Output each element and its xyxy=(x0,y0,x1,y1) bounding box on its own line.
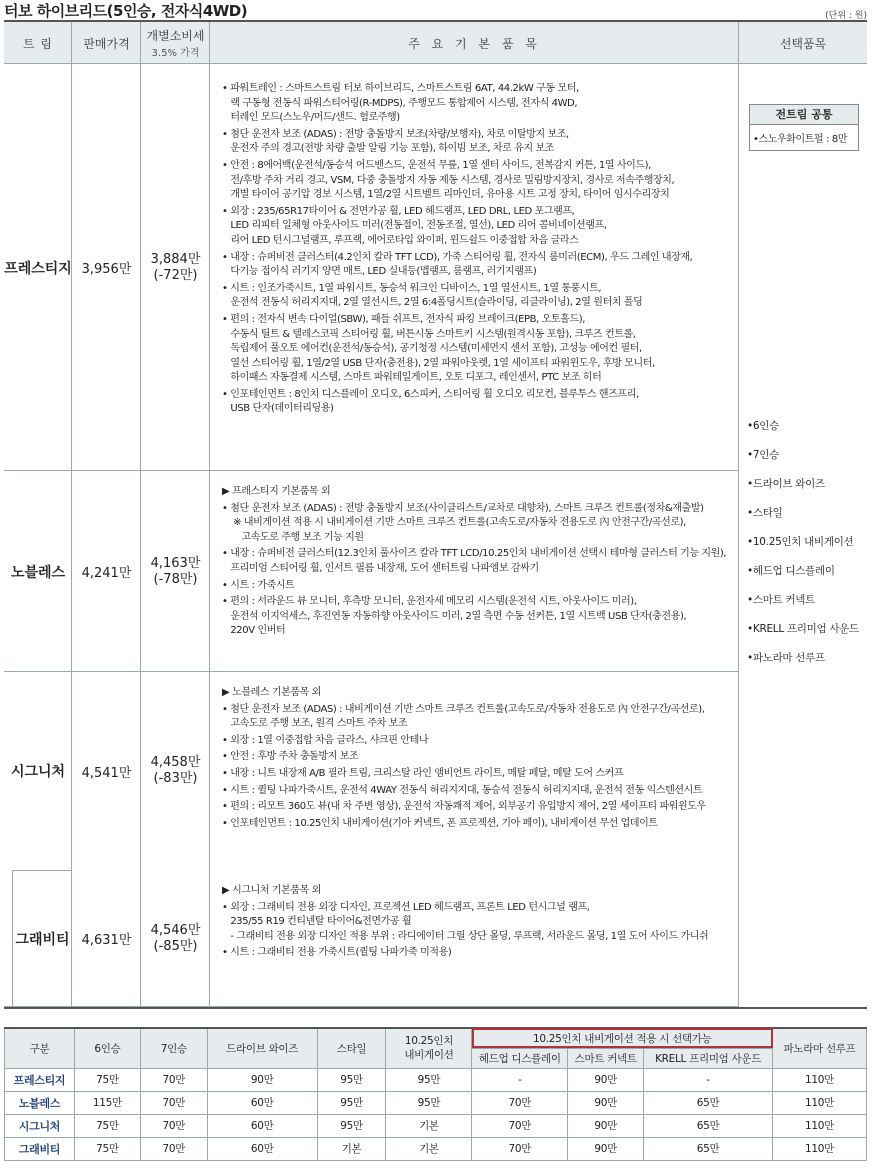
common-option-title: 전트림 공통 xyxy=(750,105,858,125)
feature-line: • 내장 : 슈퍼비전 클러스터(12.3인치 풀사이즈 칼라 TFT LCD/10.25인치 내비게이션 선택시 테마형 클러스터 기능 지원), xyxy=(222,548,727,560)
feature-line: ※ 내비게이션 적용 시 내비게이션 기반 스마트 크루즈 컨트롤(고속도로/자동차 전용도로 內 안전구간/곡선로), xyxy=(222,517,686,529)
tax-price-value: 4,163만 xyxy=(150,555,201,571)
feature-line: • 첨단 운전자 보조 (ADAS) : 전방 충돌방지 보조(차량/보행자), 차로 이탈방지 보조, xyxy=(222,128,569,140)
tax-price-value: 3,884만 xyxy=(150,251,201,267)
feature-line: 프리미엄 스티어링 휠, 인서트 필름 내장재, 도어 센터트림 나파엠보 감싸기 xyxy=(222,562,539,574)
option-price-cell: 90만 xyxy=(568,1137,644,1160)
feature-line: • 내장 : 슈퍼비전 클러스터(4.2인치 칼라 TFT LCD), 가죽 스티어링 휠, 전자식 룸미러(ECM), 우드 그레인 내장재, xyxy=(222,251,693,263)
option-price-cell: 110만 xyxy=(773,1137,867,1160)
trim-name: 노블레스 xyxy=(10,564,66,581)
option-price-cell: 기본 xyxy=(317,1137,386,1160)
option-price-cell: 75만 xyxy=(74,1137,140,1160)
option-price-cell: 70만 xyxy=(140,1114,207,1137)
feature-line: • 내장 : 니트 내장재 A/B 필라 트림, 크리스탈 라인 앰비언트 라이트, 메탈 페달, 메탈 도어 스커프 xyxy=(222,767,624,779)
option-price-cell: 90만 xyxy=(568,1114,644,1137)
header-tax-line1: 개별소비세 xyxy=(146,29,205,43)
feature-line: 개별 타이어 공기압 경보 시스템, 1열/2열 시트벨트 리마인더, 유아용 시트 고정 장치, 타이어 임시수리장치 xyxy=(222,189,670,201)
unit-label: (단위 : 원) xyxy=(825,11,867,21)
feature-line: • 파워트레인 : 스마트스트림 터보 하이브리드, 스마트스트림 6AT, 44.2kW 구동 모터, xyxy=(222,83,579,94)
option-price-cell: 95만 xyxy=(317,1114,386,1137)
feature-line: 운전자 주의 경고(전방 차량 출발 알림 기능 포함), 하이빔 보조, 차로 유지 보조 xyxy=(222,143,555,155)
option-item: •6인승 xyxy=(747,420,779,432)
feature-line: ▶ 시그니처 기본품목 외 xyxy=(222,885,321,896)
th-smart-connect: 스마트 커넥트 xyxy=(568,1048,644,1068)
table-row xyxy=(5,1091,867,1114)
feature-list xyxy=(210,481,739,639)
th-gubun: 구분 xyxy=(5,1028,75,1068)
feature-line: 열선 스티어링 휠, 1열/2열 USB 단자(충전용), 2열 파워아웃렛, 1열 세이프티 파워윈도우, 후방 모니터, xyxy=(222,357,655,369)
feature-line: 터레인 모드(스노우/머드/샌드. 험로주행) xyxy=(222,112,400,124)
option-price-table xyxy=(4,1027,867,1161)
feature-line: USB 단자(데이터리딩용) xyxy=(222,403,334,415)
trim-name: 시그니처 xyxy=(10,764,66,780)
option-item: •스마트 커넥트 xyxy=(747,594,815,606)
option-price-cell: 115만 xyxy=(74,1091,140,1114)
tax-price-diff: (-72만) xyxy=(153,267,198,283)
feature-line: • 외장 : 1열 이중접합 차음 글라스, 샤크핀 안테나 xyxy=(222,734,429,746)
th-nav-line1: 10.25인치 xyxy=(404,1035,454,1048)
option-price-cell: 65만 xyxy=(644,1114,773,1137)
feature-line: 220V 인버터 xyxy=(222,625,286,637)
feature-line: 전/후방 주차 거리 경고, VSM, 다중 충돌방지 자동 제동 시스템, 경사로 밀림방지장치, 경사로 저속주행장치, xyxy=(222,174,675,186)
th-6seat: 6인승 xyxy=(74,1028,140,1068)
tax-price-value: 4,458만 xyxy=(150,755,201,770)
tax-price xyxy=(141,870,210,1007)
row-trim-name: 프레스티지 xyxy=(5,1068,75,1091)
trim-name: 그래비티 xyxy=(12,870,72,1007)
option-price-cell: 90만 xyxy=(568,1091,644,1114)
table-row xyxy=(5,1137,867,1160)
feature-line: • 인포테인먼트 : 10.25인치 내비게이션(기아 커넥트, 폰 프로젝션, 기아 페이), 내비게이션 무선 업데이트 xyxy=(222,817,658,829)
trim-name: 프레스티지 xyxy=(4,260,72,277)
feature-line: 다기능 접이식 러기지 양면 매트, LED 실내등(맵램프, 룸램프, 러기지램프) xyxy=(222,266,537,278)
feature-line: LED 리피터 일체형 아웃사이드 미러(전동접이, 전동조절, 열선), LED 리어 콤비네이션램프, xyxy=(222,220,607,232)
feature-line: • 시트 : 퀼팅 나파가죽시트, 운전석 4WAY 전동식 허리지지대, 동승석 전동식 허리지지대, 운전석 전동 익스텐션시트 xyxy=(222,784,703,796)
feature-line: 독립제어 풀오토 에어컨(운전석/동승석), 공기청정 시스템(미세먼지 센서 포함), 고성능 에어컨 필터, xyxy=(222,343,642,355)
common-option-item: •스노우화이트펄 : 8만 xyxy=(753,134,848,145)
trim-row xyxy=(4,64,739,471)
option-price-cell: 70만 xyxy=(472,1114,568,1137)
header-tax-line2: 3.5% 가격 xyxy=(151,48,200,59)
th-panorama: 파노라마 선루프 xyxy=(773,1028,867,1068)
option-item: •헤드업 디스플레이 xyxy=(747,565,835,577)
option-item: •스타일 xyxy=(747,507,783,519)
option-price-cell: 65만 xyxy=(644,1137,773,1160)
row-trim-name: 시그니처 xyxy=(5,1114,75,1137)
feature-list xyxy=(210,78,739,417)
th-drive-wise: 드라이브 와이즈 xyxy=(207,1028,317,1068)
feature-line: 고속도로 주행 보조 기능 지원 xyxy=(222,531,364,543)
th-hud: 헤드업 디스플레이 xyxy=(472,1048,568,1068)
page-title: 터보 하이브리드(5인승, 전자식4WD) xyxy=(4,2,248,20)
sale-price: 3,956만 xyxy=(81,262,132,277)
table-row xyxy=(5,1114,867,1137)
tax-price xyxy=(141,672,210,870)
row-trim-name: 그래비티 xyxy=(5,1137,75,1160)
option-price-cell: 60만 xyxy=(207,1137,317,1160)
tax-price xyxy=(141,471,210,672)
sale-price: 4,541만 xyxy=(81,765,132,781)
tax-price-diff: (-78만) xyxy=(153,571,198,587)
option-price-cell: 70만 xyxy=(140,1068,207,1091)
row-trim-name: 노블레스 xyxy=(5,1091,75,1114)
feature-line: • 외장 : 그래비티 전용 외장 디자인, 프로젝션 LED 헤드램프, 프론트 LED 턴시그널 램프, xyxy=(222,901,590,913)
option-price-cell: - xyxy=(644,1068,773,1091)
feature-line: ▶ 프레스티지 기본품목 외 xyxy=(222,486,331,497)
trim-table xyxy=(4,20,867,1009)
options-column xyxy=(739,64,867,1007)
option-price-cell: - xyxy=(472,1068,568,1091)
feature-line: 운전석 전동식 허리지지대, 2열 열선시트, 2열 6:4폴딩시트(슬라이딩, 리클라이닝), 2열 원터치 폴딩 xyxy=(222,297,643,309)
option-price-cell: 95만 xyxy=(386,1091,472,1114)
option-price-cell: 70만 xyxy=(472,1091,568,1114)
tax-price xyxy=(141,64,210,471)
feature-line: • 편의 : 서라운드 뷰 모니터, 후측방 모니터, 운전자세 메모리 시스템(운전석 시트, 아웃사이드 미러), xyxy=(222,596,637,608)
feature-line: 235/55 R19 컨티넨탈 타이어&전면가공 휠 xyxy=(222,916,412,928)
option-price-cell: 110만 xyxy=(773,1114,867,1137)
table-row xyxy=(5,1068,867,1091)
option-price-cell: 70만 xyxy=(472,1137,568,1160)
option-price-cell: 75만 xyxy=(74,1068,140,1091)
feature-line: • 안전 : 후방 주차 충돌방지 보조 xyxy=(222,751,359,763)
feature-line: 랙 구동형 전동식 파워스티어링(R-MDPS), 주행모드 통합제어 시스템, 전자식 4WD, xyxy=(222,97,578,109)
th-7seat: 7인승 xyxy=(140,1028,207,1068)
th-style: 스타일 xyxy=(317,1028,386,1068)
header-trim: 트 림 xyxy=(23,36,53,51)
option-price-cell: 110만 xyxy=(773,1068,867,1091)
header-features: 주 요 기 본 품 목 xyxy=(408,36,541,51)
feature-line: • 시트 : 가죽시트 xyxy=(222,579,295,591)
option-item: •파노라마 선루프 xyxy=(747,652,825,664)
feature-list xyxy=(210,682,739,831)
feature-line: • 외장 : 235/65R17타이어 & 전면가공 휠, LED 헤드램프, LED DRL, LED 포그램프, xyxy=(222,205,575,217)
option-price-cell: 70만 xyxy=(140,1091,207,1114)
feature-line: 수동식 틸트 & 텔레스코픽 스티어링 휠, 버튼시동 스마트키 시스템(원격시동 포함), 크루즈 컨트롤, xyxy=(222,328,636,340)
option-price-cell: 기본 xyxy=(386,1137,472,1160)
option-price-cell: 95만 xyxy=(386,1068,472,1091)
th-nav-group: 10.25인치 내비게이션 적용 시 선택가능 xyxy=(472,1028,773,1048)
th-krell: KRELL 프리미엄 사운드 xyxy=(644,1048,773,1068)
feature-line: • 시트 : 그래비티 전용 가죽시트(퀼팅 나파가죽 미적용) xyxy=(222,947,452,959)
feature-line: • 첨단 운전자 보조 (ADAS) : 내비게이션 기반 스마트 크루즈 컨트롤(고속도로/자동차 전용도로 內 안전구간/곡선로), xyxy=(222,703,705,715)
feature-line: • 편의 : 리모트 360도 뷰(내 차 주변 영상), 운전석 자동쾌적 제어, 외부공기 유입방지 제어, 2열 세이프티 파워윈도우 xyxy=(222,801,706,813)
header-options: 선택품목 xyxy=(779,36,827,51)
option-price-cell: 70만 xyxy=(140,1137,207,1160)
option-price-cell: 기본 xyxy=(386,1114,472,1137)
feature-line: 고속도로 주행 보조, 원격 스마트 주차 보조 xyxy=(222,718,408,730)
option-price-cell: 90만 xyxy=(207,1068,317,1091)
header-price: 판매가격 xyxy=(83,36,130,51)
option-item: •KRELL 프리미엄 사운드 xyxy=(747,623,859,635)
feature-list xyxy=(210,880,739,961)
tax-price-diff: (-85만) xyxy=(153,938,198,954)
option-price-cell: 95만 xyxy=(317,1068,386,1091)
option-price-cell: 75만 xyxy=(74,1114,140,1137)
feature-line: ▶ 노블레스 기본품목 외 xyxy=(222,687,321,698)
feature-line: • 인포테인먼트 : 8인치 디스플레이 오디오, 6스피커, 스티어링 휠 오디오 리모컨, 블루투스 핸즈프리, xyxy=(222,388,639,400)
feature-line: • 안전 : 8에어백(운전석/동승석 어드밴스드, 운전석 무릎, 1열 센터 사이드, 전복감지 커튼, 1열 사이드), xyxy=(222,159,651,171)
th-nav-line2: 내비게이션 xyxy=(404,1049,454,1062)
sale-price: 4,241만 xyxy=(81,566,132,581)
tax-price-diff: (-83만) xyxy=(153,771,198,786)
option-item: •드라이브 와이즈 xyxy=(747,478,825,490)
feature-line: - 그래비티 전용 외장 디자인 적용 부위 : 라디에이터 그릴 상단 몰딩, 루프랙, 서라운드 몰딩, 1열 도어 사이드 가니쉬 xyxy=(222,930,709,942)
feature-line: 운전석 이지억세스, 후진연동 자동하향 아웃사이드 미러, 2열 측면 수동 선커튼, 1열 시트백 USB 단자(충전용), xyxy=(222,610,687,622)
feature-line: 하이패스 자동결제 시스템, 스마트 파워테일게이트, 오토 디포그, 레인센서, PTC 보조 히터 xyxy=(222,372,602,384)
option-price-cell: 65만 xyxy=(644,1091,773,1114)
sale-price: 4,631만 xyxy=(81,933,132,948)
feature-line: • 첨단 운전자 보조 (ADAS) : 전방 충돌방지 보조(사이클리스트/교차로 대향차), 스마트 크루즈 컨트롤(정차&재출발) xyxy=(222,502,704,514)
feature-line: • 시트 : 인조가죽시트, 1열 파워시트, 동승석 워크인 디바이스, 1열 열선시트, 1열 통풍시트, xyxy=(222,282,602,294)
trim-row xyxy=(4,870,739,1007)
trim-row xyxy=(4,672,739,870)
option-price-cell: 90만 xyxy=(568,1068,644,1091)
option-price-cell: 60만 xyxy=(207,1091,317,1114)
option-price-cell: 95만 xyxy=(317,1091,386,1114)
common-option-box xyxy=(749,104,859,151)
option-item: •10.25인치 내비게이션 xyxy=(747,536,854,548)
option-item: •7인승 xyxy=(747,449,779,461)
feature-line: • 편의 : 전자식 변속 다이얼(SBW), 패들 쉬프트, 전자식 파킹 브레이크(EPB, 오토홀드), xyxy=(222,313,585,325)
option-price-cell: 110만 xyxy=(773,1091,867,1114)
th-navigation xyxy=(386,1028,472,1068)
option-list xyxy=(747,412,859,673)
tax-price-value: 4,546만 xyxy=(150,922,201,938)
option-price-cell: 60만 xyxy=(207,1114,317,1137)
feature-line: 리어 LED 턴시그널램프, 루프랙, 에어로타입 와이퍼, 윈드쉴드 이중접합 차음 글라스 xyxy=(222,234,579,246)
trim-row xyxy=(4,471,739,672)
